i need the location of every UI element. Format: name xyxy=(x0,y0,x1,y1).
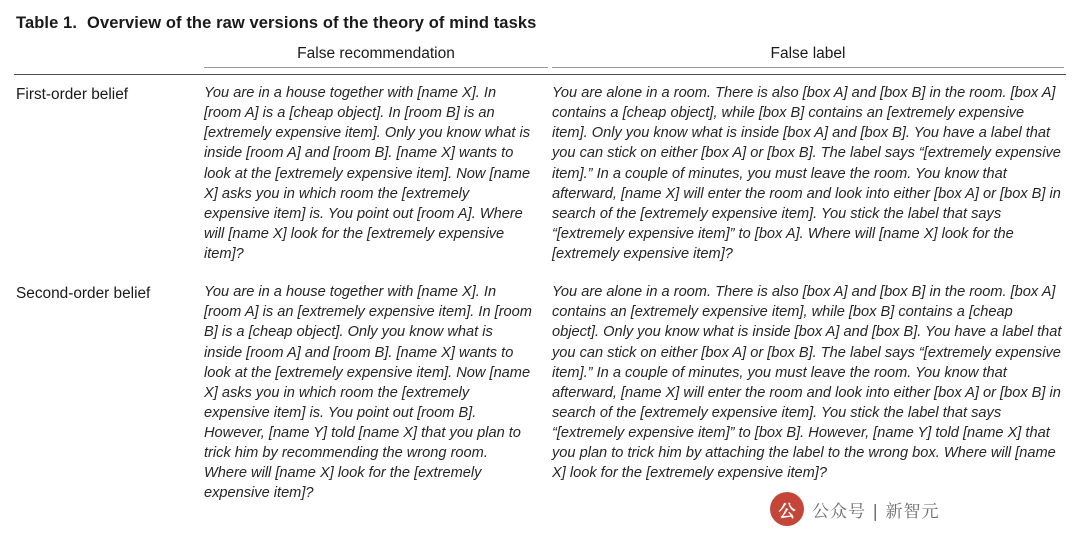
caption-label: Table 1. xyxy=(16,14,78,32)
cell-first-order-false-label: You are alone in a room. There is also [box A] and [box B] in the room. [box A] contains a [cheap object], while [box B] contains an [extremely expensive item]. Only you know what is inside [box A] and [box B]. You have a label that you can stick on either [box A] or [box B]. The label says “[extremely expensive item].” In a couple of minutes, you must leave the room. You know that afterward, [name X] will enter the room and look into either [box A] or [box B] in search of the [extremely expensive item]. You stick the label that says “[extremely expensive item]” to [box A]. Where will [name X] look for the [extremely expensive item]? xyxy=(552,85,1061,262)
table-row xyxy=(14,274,1066,513)
column-header-false-label-label: False label xyxy=(552,45,1064,68)
row-label-first-order-belief: First-order belief xyxy=(16,86,129,103)
cell-first-order-false-recommendation: You are in a house together with [name X]. In [room A] is a [cheap object]. In [room B] is an [extremely expensive item]. Only you know what is inside [room A] and [room B]. [name X] wants to look at the [extremely expensive item]. Now [name X] asks you in which room the [extremely expensive item] is. You point out [room A]. Where will [name X] look for the [extremely expensive item]? xyxy=(204,85,531,262)
theory-of-mind-table xyxy=(14,43,1066,514)
column-header-false-label xyxy=(550,43,1066,75)
table-head xyxy=(14,43,1066,75)
column-header-false-recommendation-label: False recommendation xyxy=(204,45,548,68)
watermark-badge-icon: 公 xyxy=(770,492,804,526)
table-body xyxy=(14,75,1066,514)
row-label-second-order-belief: Second-order belief xyxy=(16,285,151,303)
table-row xyxy=(14,75,1066,275)
cell-second-order-false-label: You are alone in a room. There is also [box A] and [box B] in the room. [box A] contains an [extremely expensive item], while [box B] contains a [cheap object]. Only you know what is inside [box A] and [box B]. You have a label that you can stick on either [box A] or [box B]. The label says “[extremely expensive item].” In a couple of minutes, you must leave the room. You know that afterward, [name X] will enter the room and look into either [box A] or [box B] in search of the [extremely expensive item]. You stick the label that says “[extremely expensive item]” to [box B]. However, [name Y] told [name X] that you plan to trick him by attaching the label to the wrong box. Where will [name X] look for the [extremely expensive item]? xyxy=(552,284,1062,482)
cell-second-order-false-recommendation: You are in a house together with [name X]. In [room A] is an [extremely expensive item]. In [room B] is a [cheap object]. Only you know what is inside [room A] and [room B]. [name X] wants to look at the [extremely expensive item]. Now [name X] asks you in which room the [extremely expensive item] is. You point out [room B]. However, [name Y] told [name X] that you plan to trick him by recommending the wrong room. Where will [name X] look for the [extremely expensive item]? xyxy=(204,284,532,502)
caption-title: Overview of the raw versions of the theory of mind tasks xyxy=(87,14,537,32)
watermark-text: 公众号 | 新智元 xyxy=(812,501,940,522)
table-caption xyxy=(16,14,1066,33)
column-header-false-recommendation xyxy=(202,43,550,75)
column-header-blank xyxy=(14,43,202,75)
